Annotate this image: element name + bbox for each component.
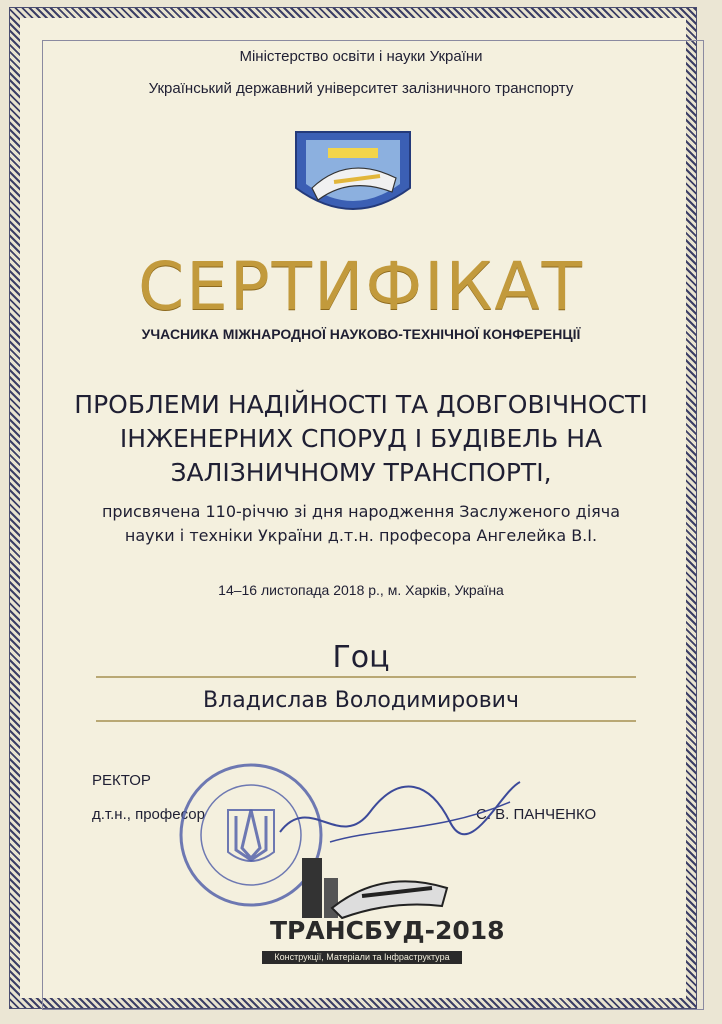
conference-line: ПРОБЛЕМИ НАДІЙНОСТІ ТА ДОВГОВІЧНОСТІ — [74, 390, 648, 419]
event-subtitle: Конструкції, Матеріали та Інфраструктура — [262, 951, 462, 964]
signer-degree: д.т.н., професор — [92, 806, 205, 823]
conference-line: ІНЖЕНЕРНИХ СПОРУД І БУДІВЕЛЬ НА — [119, 424, 603, 453]
university-line: Український державний університет залізничного транспорту — [148, 80, 574, 97]
recipient-name: Владислав Володимирович — [203, 688, 519, 713]
dedication — [0, 500, 722, 548]
university-train-logo-icon — [288, 118, 418, 228]
signer-name: С. В. ПАНЧЕНКО — [476, 806, 597, 823]
certificate-title: СЕРТИФІКАТ — [138, 248, 584, 325]
event-name: ТРАНСБУД-2018 — [270, 916, 505, 945]
recipient-surname: Гоц — [332, 640, 390, 675]
conference-dates: 14–16 листопада 2018 р., м. Харків, Україна — [218, 582, 504, 598]
conference-title — [0, 388, 722, 490]
divider-line — [96, 720, 636, 722]
conference-line: ЗАЛІЗНИЧНОМУ ТРАНСПОРТІ, — [170, 458, 552, 487]
certificate-subtitle: УЧАСНИКА МІЖНАРОДНОЇ НАУКОВО-ТЕХНІЧНОЇ КОНФЕРЕНЦІЇ — [141, 326, 581, 342]
dedication-line: науки і техніки України д.т.н. професора Ангелейка В.І. — [124, 526, 598, 545]
signer-role: РЕКТОР — [92, 772, 151, 789]
divider-line — [96, 676, 636, 678]
ministry-line: Міністерство освіти і науки України — [239, 48, 483, 65]
dedication-line: присвячена 110-річчю зі дня народження Заслуженого діяча — [101, 502, 621, 521]
